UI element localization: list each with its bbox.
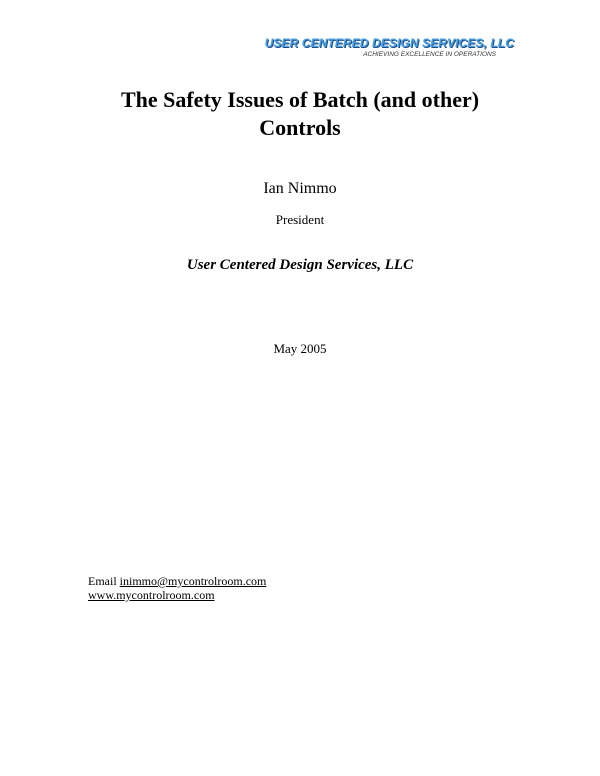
document-title (0, 86, 600, 142)
email-line (88, 574, 266, 588)
email-label: Email (88, 574, 117, 588)
logo-tagline: ACHIEVING EXCELLENCE IN OPERATIONS (363, 51, 496, 58)
contact-block (88, 574, 266, 602)
author-name: Ian Nimmo (263, 180, 337, 197)
title-line-1: The Safety Issues of Batch (and other) (120, 87, 480, 112)
document-date: May 2005 (273, 341, 327, 356)
company-logo (265, 36, 514, 58)
website-line (88, 588, 266, 602)
company-name: User Centered Design Services, LLC (186, 257, 414, 273)
email-link[interactable]: inimmo@mycontrolroom.com (119, 574, 267, 588)
logo-company-name: USER CENTERED DESIGN SERVICES, LLC (264, 36, 514, 50)
title-line-2: Controls (259, 115, 341, 140)
author-role: President (275, 212, 325, 227)
website-link[interactable]: www.mycontrolroom.com (88, 588, 215, 602)
